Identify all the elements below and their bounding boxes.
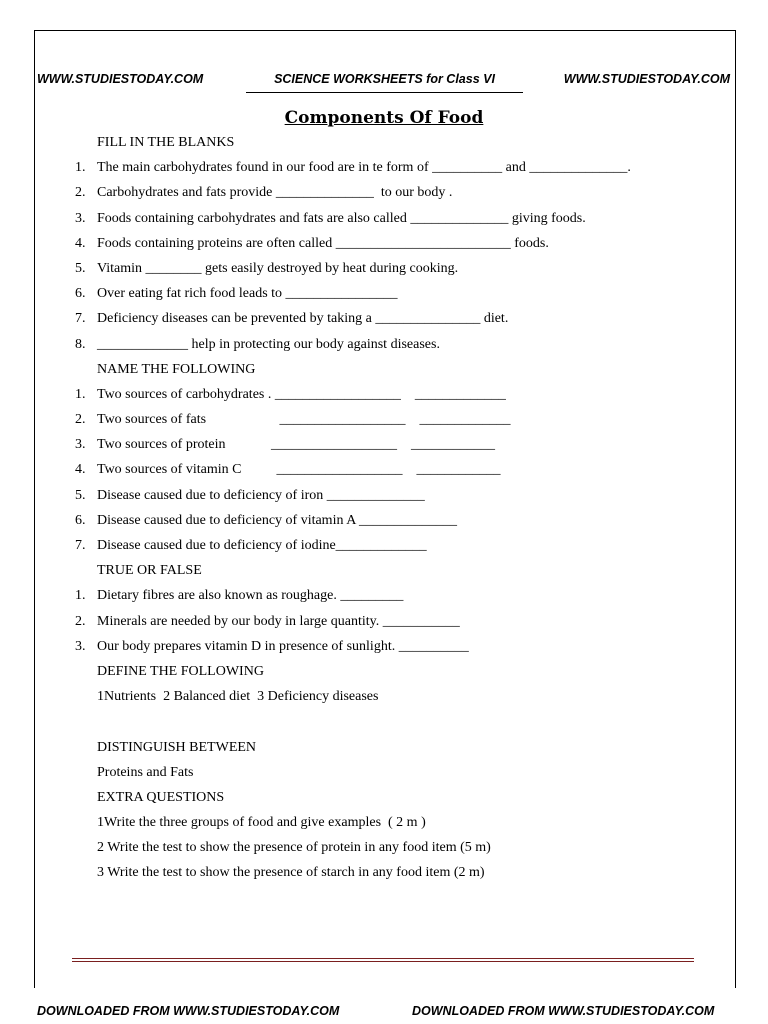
question-line: 2 Write the test to show the presence of protein in any food item (5 m) [97, 840, 491, 856]
question-line: 2. Minerals are needed by our body in large quantity. ___________ [75, 613, 460, 629]
question-line: 7. Deficiency diseases can be prevented by taking a _______________ diet. [75, 311, 509, 327]
question-line: 3. Two sources of protein __________________ ____________ [75, 437, 495, 453]
section-heading: EXTRA QUESTIONS [97, 789, 225, 805]
section-heading: DISTINGUISH BETWEEN [97, 739, 257, 755]
question-line: 1Nutrients 2 Balanced diet 3 Deficiency diseases [97, 689, 379, 705]
question-line: 7. Disease caused due to deficiency of iodine_____________ [75, 538, 427, 553]
footer-rule [72, 961, 694, 962]
question-line: 8. _____________ help in protecting our body against diseases. [75, 336, 440, 352]
question-line: 3. Our body prepares vitamin D in presence of sunlight. __________ [75, 638, 469, 654]
footer-download-right: DOWNLOADED FROM WWW.STUDIESTODAY.COM [412, 1004, 715, 1018]
question-line: 4. Two sources of vitamin C __________________ ____________ [75, 462, 501, 478]
header-site-left: WWW.STUDIESTODAY.COM [37, 72, 204, 86]
question-line: 6. Disease caused due to deficiency of vitamin A ______________ [75, 512, 458, 528]
section-heading: TRUE OR FALSE [97, 563, 202, 579]
question-line: 1. Two sources of carbohydrates . __________________ _____________ [75, 386, 506, 402]
section-heading: NAME THE FOLLOWING [97, 361, 256, 377]
question-line: 1. The main carbohydrates found in our food are in te form of __________ and ______________. [75, 160, 631, 176]
footer-rule [72, 958, 694, 959]
header-site-right: WWW.STUDIESTODAY.COM [563, 72, 730, 86]
question-line: 3 Write the test to show the presence of starch in any food item (2 m) [97, 865, 485, 881]
section-heading: DEFINE THE FOLLOWING [97, 663, 264, 679]
question-line: 1. Dietary fibres are also known as roughage. _________ [75, 588, 404, 604]
blank-line [75, 712, 735, 737]
footer-download-left: DOWNLOADED FROM WWW.STUDIESTODAY.COM [37, 1004, 340, 1018]
question-line: 2. Carbohydrates and fats provide ______________ to our body . [75, 185, 453, 201]
question-line: 1Write the three groups of food and give examples ( 2 m ) [97, 815, 426, 831]
question-line: 4. Foods containing proteins are often called _________________________ foods. [75, 235, 549, 251]
worksheet-content [75, 133, 735, 889]
question-line: 3. Foods containing carbohydrates and fats are also called ______________ giving foods. [75, 210, 586, 226]
question-line: 5. Disease caused due to deficiency of iron ______________ [75, 487, 425, 503]
header-worksheet-title: SCIENCE WORKSHEETS for Class VI [246, 72, 523, 93]
question-line: 2. Two sources of fats __________________ _____________ [75, 412, 511, 428]
page-title: Components Of Food [284, 108, 484, 128]
question-line: 6. Over eating fat rich food leads to ________________ [75, 286, 398, 302]
question-line: 5. Vitamin ________ gets easily destroyed by heat during cooking. [75, 260, 459, 276]
section-heading: FILL IN THE BLANKS [97, 135, 235, 150]
question-line: Proteins and Fats [97, 764, 194, 780]
